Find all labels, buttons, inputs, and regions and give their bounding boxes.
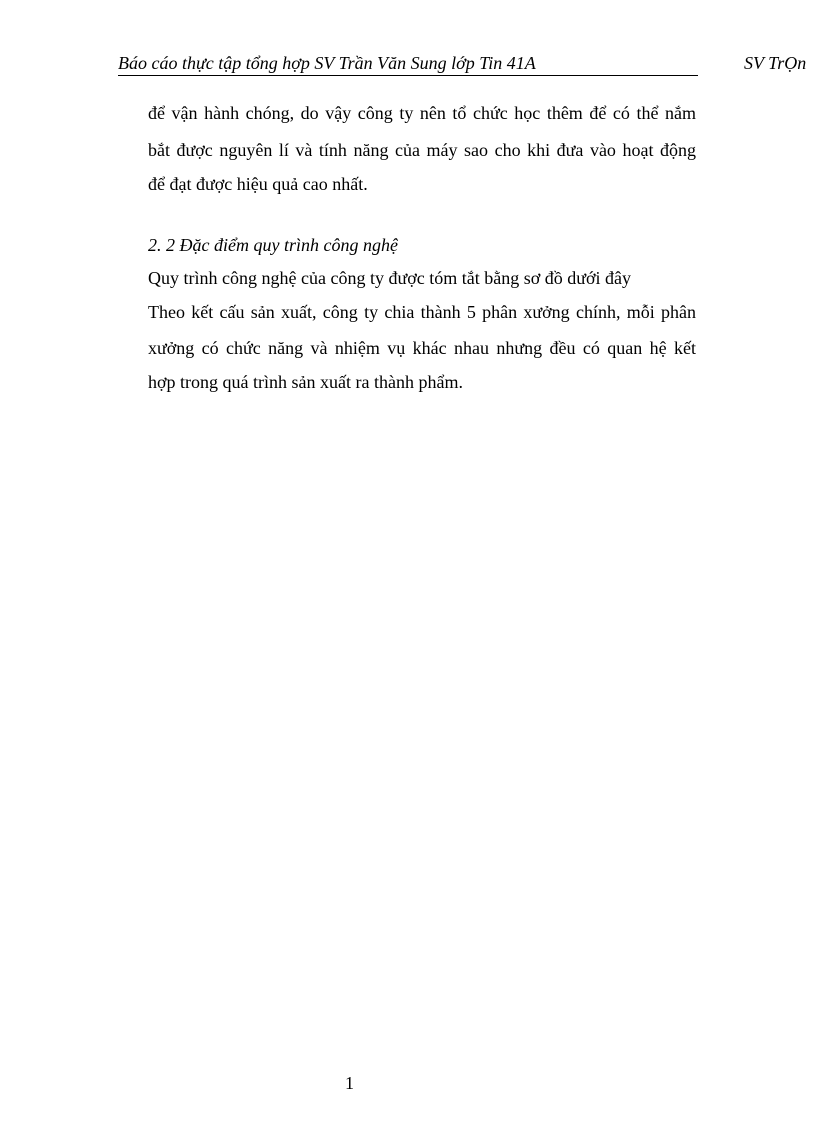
header-title: Báo cáo thực tập tổng hợp SV Trần Văn Sung lớp Tin 41A [118, 53, 536, 73]
paragraph2-line3: hợp trong quá trình sản xuất ra thành phẩm. [148, 372, 463, 392]
paragraph1-line2: bắt được nguyên lí và tính năng của máy sao cho khi đưa vào hoạt động [148, 140, 696, 160]
paragraph1-line1: để vận hành chóng, do vậy công ty nên tổ chức học thêm để có thể nắm [148, 103, 696, 123]
paragraph2-line1: Theo kết cấu sản xuất, công ty chia thành 5 phân xưởng chính, mỗi phân [148, 302, 696, 322]
page-number: 1 [345, 1073, 354, 1093]
paragraph2-line2: xưởng có chức năng và nhiệm vụ khác nhau nhưng đều có quan hệ kết [148, 338, 696, 358]
process-summary-line: Quy trình công nghệ của công ty được tóm tắt bằng sơ đồ dưới đây [148, 268, 631, 288]
paragraph1-line3: để đạt được hiệu quả cao nhất. [148, 174, 368, 194]
section-heading: 2. 2 Đặc điểm quy trình công nghệ [148, 235, 398, 255]
header-rule [118, 75, 698, 76]
header-right-text: SV TrỌn [744, 53, 807, 73]
